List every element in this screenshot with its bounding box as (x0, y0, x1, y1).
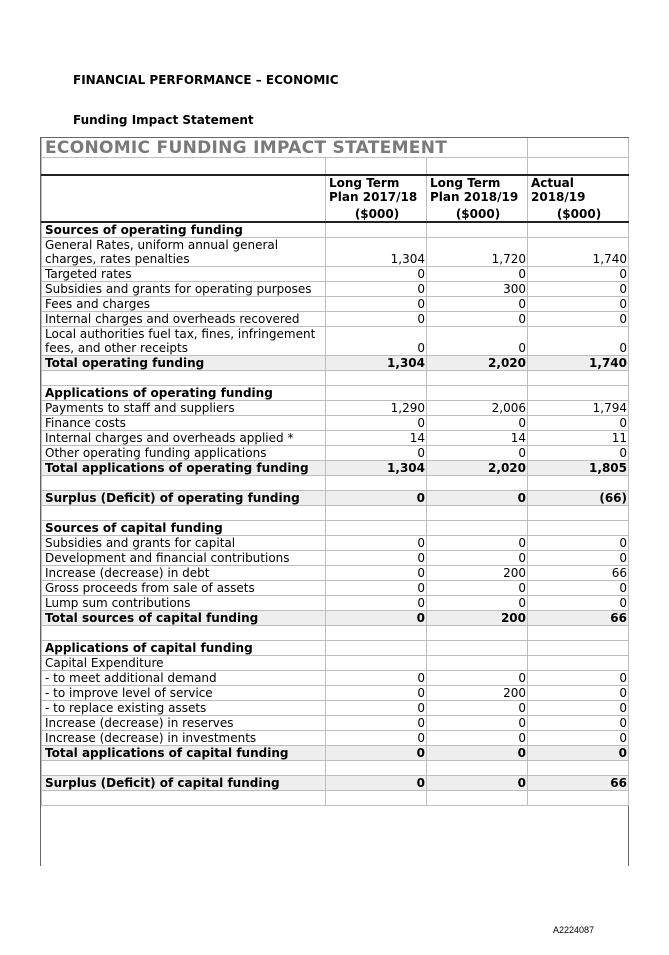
table-title: ECONOMIC FUNDING IMPACT STATEMENT (42, 138, 528, 158)
blank-cell (427, 640, 528, 655)
cell-value: 0 (427, 311, 528, 326)
cell-value: 66 (528, 775, 629, 790)
blank-cell (528, 158, 629, 175)
row-label: Applications of capital funding (42, 640, 326, 655)
title-blank-cell (528, 138, 629, 158)
section-header-row (42, 385, 629, 400)
row-label (42, 790, 326, 805)
blank-cell (528, 520, 629, 535)
row-label: Finance costs (42, 415, 326, 430)
cell-value: 1,290 (326, 400, 427, 415)
cell-value: 0 (326, 445, 427, 460)
blank-cell (326, 520, 427, 535)
table-row (42, 311, 629, 326)
table-row (42, 281, 629, 296)
cell-value: 0 (528, 266, 629, 281)
blank-cell (326, 655, 427, 670)
column-unit: ($000) (354, 206, 400, 221)
blank-cell (528, 640, 629, 655)
blank-cell (427, 370, 528, 385)
cell-value: (66) (528, 490, 629, 505)
cell-value: 0 (326, 266, 427, 281)
title-row (42, 138, 629, 158)
table-row (42, 685, 629, 700)
row-label: Targeted rates (42, 266, 326, 281)
table-row (42, 550, 629, 565)
column-header-line2: 2018/19 (531, 189, 586, 204)
cell-value: 0 (427, 415, 528, 430)
cell-value: 0 (528, 730, 629, 745)
cell-value: 2,020 (427, 460, 528, 475)
row-label: Payments to staff and suppliers (42, 400, 326, 415)
cell-value: 1,304 (326, 237, 427, 266)
table-row (42, 430, 629, 445)
blank-cell (427, 475, 528, 490)
table-row (42, 400, 629, 415)
section-header-row (42, 222, 629, 238)
cell-value: 0 (528, 550, 629, 565)
spacer-row (42, 475, 629, 490)
total-row (42, 775, 629, 790)
table-row (42, 595, 629, 610)
cell-value: 66 (528, 565, 629, 580)
cell-value: 200 (427, 565, 528, 580)
blank-cell (326, 505, 427, 520)
table-row (42, 296, 629, 311)
blank-cell (528, 475, 629, 490)
cell-value: 0 (326, 775, 427, 790)
cell-value: 0 (528, 326, 629, 355)
blank-cell (528, 222, 629, 238)
table-row (42, 565, 629, 580)
cell-value: 0 (326, 715, 427, 730)
blank-cell (42, 158, 326, 175)
row-label: Total sources of capital funding (42, 610, 326, 625)
cell-value: 0 (427, 595, 528, 610)
row-label: Increase (decrease) in investments (42, 730, 326, 745)
table-row (42, 730, 629, 745)
cell-value: 0 (427, 445, 528, 460)
blank-cell (528, 625, 629, 640)
cell-value: 0 (326, 281, 427, 296)
row-label: Gross proceeds from sale of assets (42, 580, 326, 595)
column-header-line2: Plan 2017/18 (329, 189, 418, 204)
row-label: Total applications of capital funding (42, 745, 326, 760)
cell-value: 0 (528, 281, 629, 296)
row-label (42, 625, 326, 640)
blank-cell (326, 760, 427, 775)
blank-cell (326, 385, 427, 400)
cell-value: 0 (326, 685, 427, 700)
cell-value: 0 (326, 595, 427, 610)
cell-value: 0 (528, 311, 629, 326)
blank-cell (326, 625, 427, 640)
total-row (42, 745, 629, 760)
cell-value: 1,304 (326, 460, 427, 475)
row-label: Fees and charges (42, 296, 326, 311)
cell-value: 14 (427, 430, 528, 445)
section-header-row (42, 520, 629, 535)
blank-cell (528, 760, 629, 775)
blank-row (42, 158, 629, 175)
cell-value: 0 (427, 715, 528, 730)
row-label: Sources of capital funding (42, 520, 326, 535)
cell-value: 0 (427, 745, 528, 760)
cell-value: 0 (427, 670, 528, 685)
cell-value: 0 (528, 700, 629, 715)
cell-value: 0 (528, 745, 629, 760)
cell-value: 1,740 (528, 237, 629, 266)
cell-value: 0 (326, 565, 427, 580)
blank-cell (326, 370, 427, 385)
cell-value: 0 (427, 580, 528, 595)
cell-value: 0 (326, 296, 427, 311)
table-row (42, 266, 629, 281)
cell-value: 0 (326, 745, 427, 760)
funding-impact-statement (40, 137, 629, 866)
column-header (528, 175, 629, 222)
blank-cell (427, 385, 528, 400)
column-header (427, 175, 528, 222)
cell-value: 0 (528, 296, 629, 311)
blank-cell (427, 158, 528, 175)
row-label: Other operating funding applications (42, 445, 326, 460)
cell-value: 0 (528, 595, 629, 610)
cell-value: 0 (528, 580, 629, 595)
row-label: - to improve level of service (42, 685, 326, 700)
row-label (42, 505, 326, 520)
cell-value: 0 (326, 610, 427, 625)
cell-value: 2,006 (427, 400, 528, 415)
cell-value: 1,805 (528, 460, 629, 475)
row-label: Local authorities fuel tax, fines, infringement fees, and other receipts (42, 326, 326, 355)
row-label: Increase (decrease) in debt (42, 565, 326, 580)
spacer-row (42, 760, 629, 775)
blank-cell (326, 158, 427, 175)
cell-value: 0 (326, 311, 427, 326)
table-row (42, 655, 629, 670)
cell-value: 0 (528, 445, 629, 460)
cell-value: 0 (427, 700, 528, 715)
document-id: A2224087 (553, 925, 595, 935)
row-label: - to meet additional demand (42, 670, 326, 685)
table-row (42, 580, 629, 595)
cell-value: 0 (427, 326, 528, 355)
statement-table (41, 138, 629, 806)
row-label: Total applications of operating funding (42, 460, 326, 475)
page-heading: FINANCIAL PERFORMANCE – ECONOMIC (73, 73, 339, 87)
cell-value: 0 (528, 715, 629, 730)
blank-cell (326, 475, 427, 490)
row-label: Surplus (Deficit) of operating funding (42, 490, 326, 505)
blank-cell (427, 505, 528, 520)
table-row (42, 535, 629, 550)
blank-cell (427, 790, 528, 805)
total-row (42, 610, 629, 625)
blank-cell (427, 760, 528, 775)
row-label: Sources of operating funding (42, 222, 326, 238)
column-header-row (42, 175, 629, 222)
cell-value: 1,304 (326, 355, 427, 370)
spacer-row (42, 505, 629, 520)
row-label: Capital Expenditure (42, 655, 326, 670)
cell-value: 0 (528, 670, 629, 685)
row-label: Internal charges and overheads recovered (42, 311, 326, 326)
cell-value: 1,720 (427, 237, 528, 266)
spacer-row (42, 370, 629, 385)
column-unit: ($000) (556, 206, 602, 221)
cell-value: 0 (427, 266, 528, 281)
cell-value: 0 (326, 490, 427, 505)
row-label: Subsidies and grants for capital (42, 535, 326, 550)
cell-value: 0 (326, 326, 427, 355)
table-row (42, 445, 629, 460)
blank-cell (528, 505, 629, 520)
column-header-line1: Long Term (430, 175, 501, 190)
cell-value: 0 (427, 296, 528, 311)
blank-cell (528, 655, 629, 670)
cell-value: 0 (326, 700, 427, 715)
cell-value: 0 (326, 415, 427, 430)
cell-value: 0 (326, 535, 427, 550)
cell-value: 1,740 (528, 355, 629, 370)
cell-value: 0 (427, 490, 528, 505)
cell-value: 0 (528, 415, 629, 430)
blank-cell (427, 625, 528, 640)
row-label: Lump sum contributions (42, 595, 326, 610)
blank-cell (427, 222, 528, 238)
row-label: Total operating funding (42, 355, 326, 370)
column-header-line1: Actual (531, 175, 574, 190)
blank-cell (326, 222, 427, 238)
total-row (42, 490, 629, 505)
cell-value: 200 (427, 610, 528, 625)
total-row (42, 355, 629, 370)
cell-value: 300 (427, 281, 528, 296)
table-row (42, 237, 629, 266)
spacer-row (42, 790, 629, 805)
blank-cell (528, 385, 629, 400)
row-label: Internal charges and overheads applied * (42, 430, 326, 445)
cell-value: 1,794 (528, 400, 629, 415)
spacer-row (42, 625, 629, 640)
blank-cell (326, 640, 427, 655)
column-header-line1: Long Term (329, 175, 400, 190)
row-label: Surplus (Deficit) of capital funding (42, 775, 326, 790)
cell-value: 0 (427, 730, 528, 745)
cell-value: 0 (326, 550, 427, 565)
table-row (42, 670, 629, 685)
row-label (42, 760, 326, 775)
section-header-row (42, 640, 629, 655)
row-label (42, 475, 326, 490)
table-row (42, 326, 629, 355)
table-row (42, 700, 629, 715)
cell-value: 14 (326, 430, 427, 445)
cell-value: 66 (528, 610, 629, 625)
cell-value: 0 (326, 730, 427, 745)
blank-cell (326, 790, 427, 805)
cell-value: 0 (528, 535, 629, 550)
cell-value: 0 (326, 580, 427, 595)
row-label (42, 370, 326, 385)
cell-value: 0 (427, 535, 528, 550)
row-label: - to replace existing assets (42, 700, 326, 715)
blank-cell (427, 520, 528, 535)
column-unit: ($000) (455, 206, 501, 221)
row-label: Applications of operating funding (42, 385, 326, 400)
blank-cell (528, 370, 629, 385)
cell-value: 2,020 (427, 355, 528, 370)
blank-cell (427, 655, 528, 670)
cell-value: 11 (528, 430, 629, 445)
cell-value: 0 (427, 775, 528, 790)
page-subheading: Funding Impact Statement (73, 113, 254, 127)
total-row (42, 460, 629, 475)
row-label: Subsidies and grants for operating purposes (42, 281, 326, 296)
header-label-cell (42, 175, 326, 222)
column-header (326, 175, 427, 222)
cell-value: 200 (427, 685, 528, 700)
row-label: Development and financial contributions (42, 550, 326, 565)
blank-cell (528, 790, 629, 805)
cell-value: 0 (528, 685, 629, 700)
cell-value: 0 (427, 550, 528, 565)
cell-value: 0 (326, 670, 427, 685)
row-label: General Rates, uniform annual general charges, rates penalties (42, 237, 326, 266)
row-label: Increase (decrease) in reserves (42, 715, 326, 730)
table-row (42, 715, 629, 730)
table-row (42, 415, 629, 430)
column-header-line2: Plan 2018/19 (430, 189, 519, 204)
